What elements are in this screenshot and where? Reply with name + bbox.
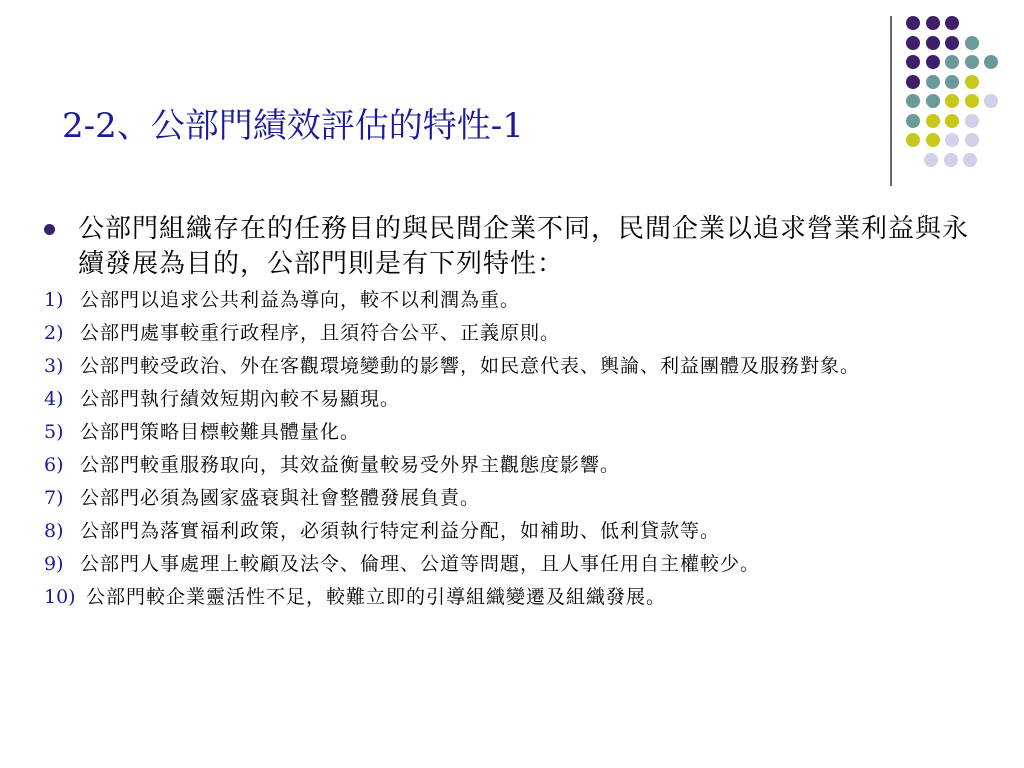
decorative-dot [906,75,920,89]
item-text: 公部門執行績效短期內較不易顯現。 [80,388,401,410]
vertical-divider [890,16,892,186]
item-text: 公部門必須為國家盛衰與社會整體發展負責。 [80,487,481,509]
slide-content [44,212,994,618]
item-number: 4) [44,388,64,410]
list-item [44,387,994,412]
decorative-dot [906,94,920,108]
decorative-dot [984,94,998,108]
list-item [44,354,994,379]
list-item [44,519,994,544]
list-item [44,453,994,478]
item-number: 2) [44,322,64,344]
list-item [44,552,994,577]
decorative-dot [945,114,959,128]
item-text: 公部門以追求公共利益為導向，較不以利潤為重。 [80,289,521,311]
decorative-dot [906,114,920,128]
decorative-dot [926,114,940,128]
decorative-dot [945,36,959,50]
list-item [44,288,994,313]
decorative-dot [984,55,998,69]
decorative-dot [906,36,920,50]
item-number: 5) [44,421,64,443]
item-text: 公部門較受政治、外在客觀環境變動的影響，如民意代表、輿論、利益團體及服務對象。 [80,355,861,377]
item-number: 9) [44,553,64,575]
decorative-dot [926,94,940,108]
characteristics-list [44,288,994,610]
decorative-dot [906,133,920,147]
list-item [44,321,994,346]
decorative-dot [906,55,920,69]
decorative-dot [926,36,940,50]
decorative-dot [926,133,940,147]
decorative-dot [926,75,940,89]
item-number: 3) [44,355,64,377]
item-text: 公部門較重服務取向，其效益衡量較易受外界主觀態度影響。 [80,454,621,476]
decorative-dot [945,55,959,69]
item-number: 7) [44,487,64,509]
item-number: 8) [44,520,64,542]
decorative-dot [965,114,979,128]
intro-text: 公部門組織存在的任務目的與民間企業不同，民間企業以追求營業利益與永續發展為目的，公部門則是有下列特性： [78,214,970,279]
decorative-dot [965,94,979,108]
decorative-dot [906,16,920,30]
item-number: 10) [44,586,76,608]
list-item [44,486,994,511]
title-divider [62,157,890,158]
bullet-icon [44,224,55,235]
decorative-dot [926,16,940,30]
decorative-dot [926,55,940,69]
item-text: 公部門策略目標較難具體量化。 [80,421,361,443]
list-item [44,420,994,445]
decorative-dot [924,153,938,167]
item-text: 公部門處事較重行政程序，且須符合公平、正義原則。 [80,322,561,344]
decorative-dot-grid [906,16,1006,166]
decorative-dot [965,75,979,89]
decorative-dot [945,133,959,147]
decorative-dot [945,94,959,108]
intro-paragraph [44,212,994,282]
decorative-dot [945,75,959,89]
decorative-dot [965,55,979,69]
item-text: 公部門為落實福利政策，必須執行特定利益分配，如補助、低利貸款等。 [80,520,721,542]
item-text: 公部門人事處理上較顧及法令、倫理、公道等問題，且人事任用自主權較少。 [80,553,761,575]
decorative-dot [945,16,959,30]
item-text: 公部門較企業靈活性不足，較難立即的引導組織變遷及組織發展。 [86,586,667,608]
decorative-dot [965,36,979,50]
item-number: 1) [44,289,64,311]
item-number: 6) [44,454,64,476]
list-item [44,585,994,610]
decorative-dot [965,133,979,147]
decorative-dot [944,153,958,167]
decorative-dot [963,153,977,167]
slide-title: 2-2、公部門績效評估的特性-1 [62,106,524,146]
